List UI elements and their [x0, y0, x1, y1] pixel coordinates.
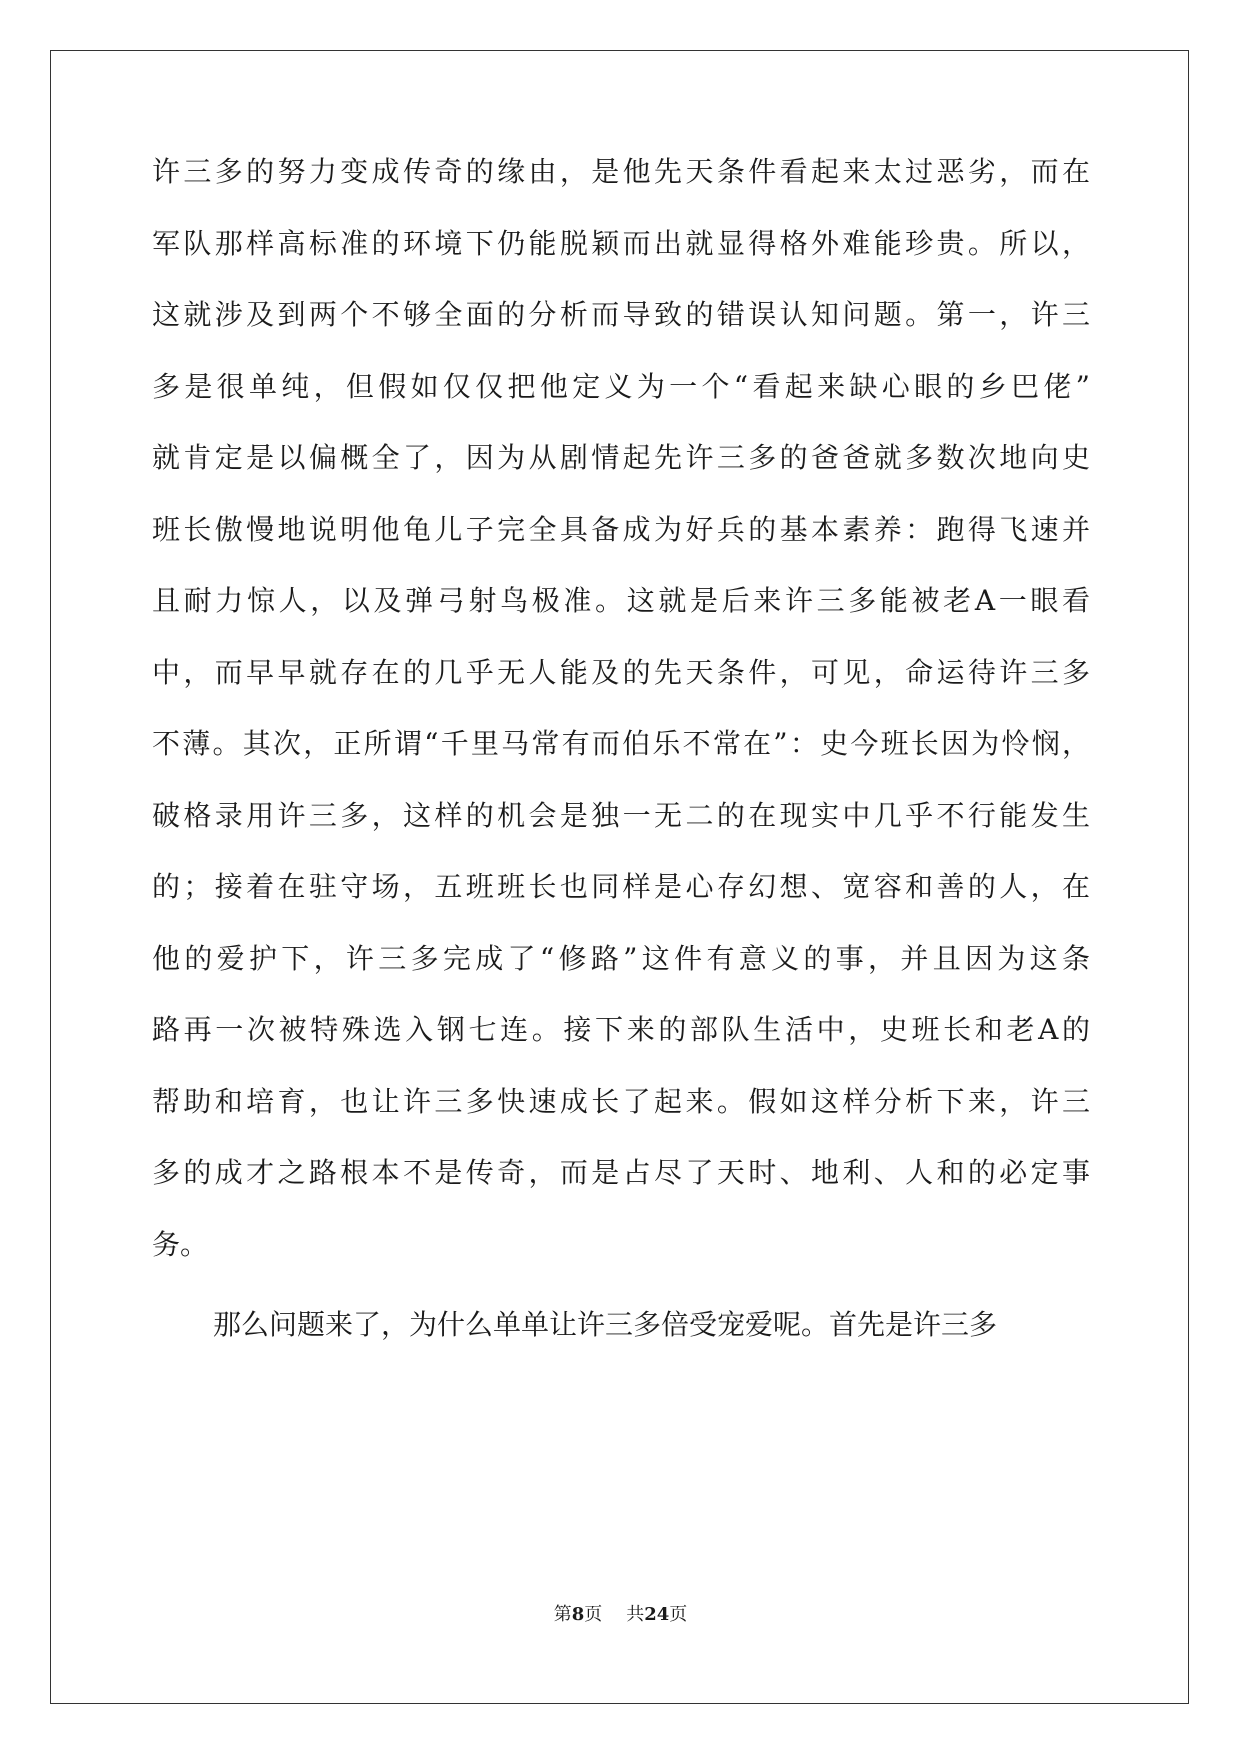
- paragraph-line: 他的爱护下，许三多完成了“修路”这件有意义的事，并且因为这条: [152, 942, 1090, 975]
- page-footer: [0, 1603, 1241, 1627]
- paragraph-line: 许三多的努力变成传奇的缘由，是他先天条件看起来太过恶劣，而在: [152, 155, 1090, 188]
- paragraph-line: 破格录用许三多，这样的机会是独一无二的在现实中几乎不行能发生: [152, 799, 1090, 832]
- total-pages: 24: [644, 1604, 670, 1625]
- paragraph-line: 那么问题来了，为什么单单让许三多倍受宠爱呢。首先是许三多: [213, 1308, 998, 1341]
- paragraph-line: 这就涉及到两个不够全面的分析而导致的错误认知问题。第一，许三: [152, 298, 1090, 331]
- paragraph-line: 不薄。其次，正所谓“千里马常有而伯乐不常在”：史今班长因为怜悯，: [152, 727, 1090, 760]
- paragraph-line: 多的成才之路根本不是传奇，而是占尽了天时、地利、人和的必定事: [152, 1156, 1090, 1189]
- page-label-suffix: 页: [584, 1604, 603, 1625]
- paragraph-line: 的；接着在驻守场，五班班长也同样是心存幻想、宽容和善的人，在: [152, 870, 1090, 903]
- paragraph-line: 就肯定是以偏概全了，因为从剧情起先许三多的爸爸就多数次地向史: [152, 441, 1090, 474]
- paragraph-line: 务。: [152, 1228, 209, 1261]
- paragraph-line: 路再一次被特殊选入钢七连。接下来的部队生活中，史班长和老A的: [152, 1013, 1090, 1046]
- paragraph-line: 军队那样高标准的环境下仍能脱颖而出就显得格外难能珍贵。所以，: [152, 227, 1090, 260]
- paragraph-line: 且耐力惊人，以及弹弓射鸟极准。这就是后来许三多能被老A一眼看: [152, 584, 1090, 617]
- page-label-prefix: 第: [553, 1604, 572, 1625]
- page-number: 8: [571, 1604, 585, 1625]
- total-label-suffix: 页: [669, 1604, 688, 1625]
- total-label-prefix: 共: [626, 1604, 645, 1625]
- paragraph-line: 帮助和培育，也让许三多快速成长了起来。假如这样分析下来，许三: [152, 1085, 1090, 1118]
- paragraph-line: 多是很单纯，但假如仅仅把他定义为一个“看起来缺心眼的乡巴佬”: [152, 370, 1090, 403]
- paragraph-line: 班长傲慢地说明他龟儿子完全具备成为好兵的基本素养：跑得飞速并: [152, 513, 1090, 546]
- paragraph-line: 中，而早早就存在的几乎无人能及的先天条件，可见，命运待许三多: [152, 656, 1090, 689]
